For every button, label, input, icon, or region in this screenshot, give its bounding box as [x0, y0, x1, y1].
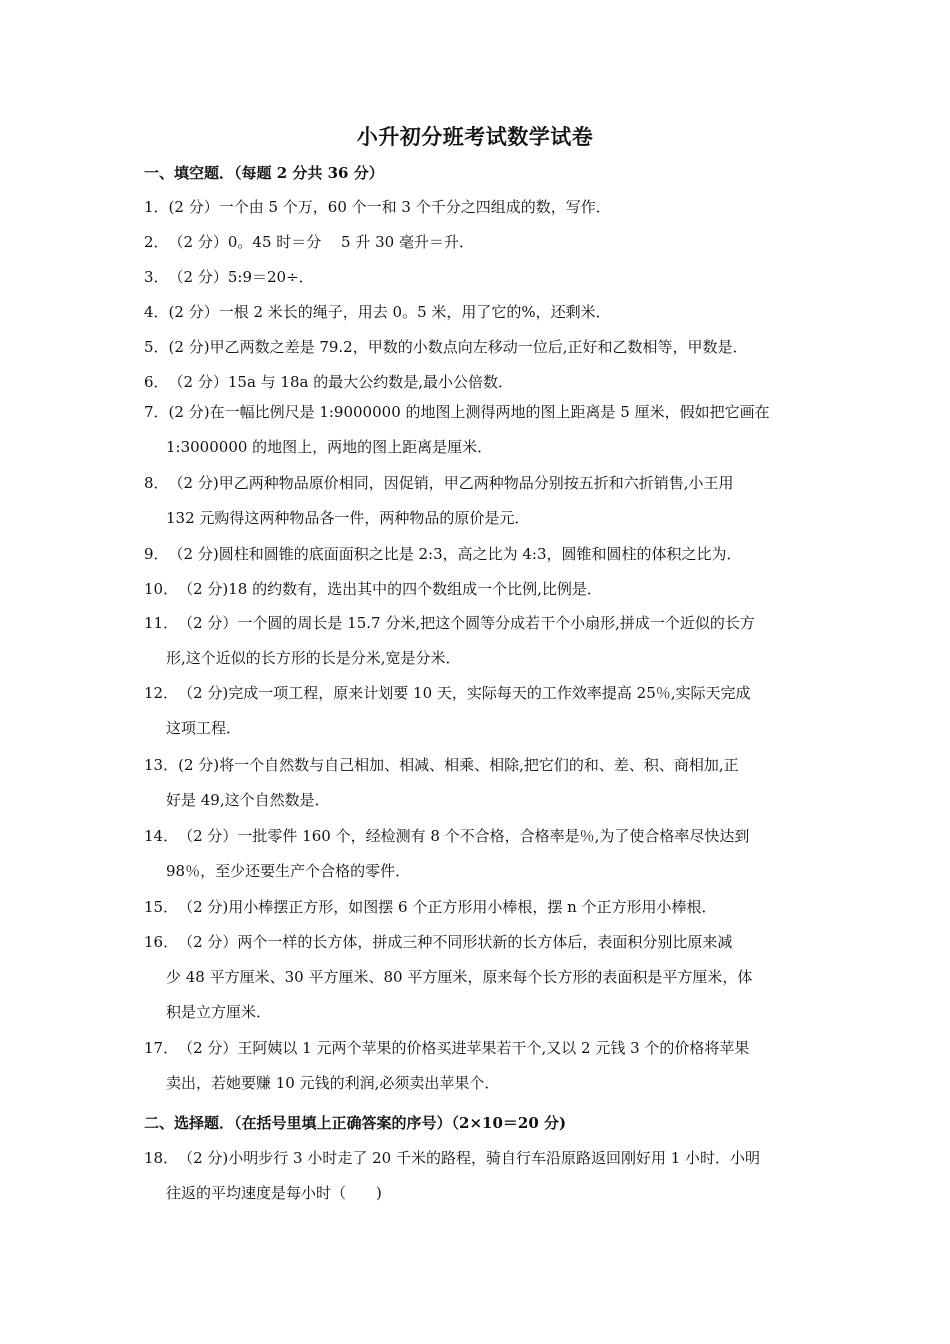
question-number: 7． [144, 403, 169, 421]
question-text: （2 分)圆柱和圆锥的底面面积之比是 2:3，高之比为 4:3，圆锥和圆柱的体积之比为． [168, 545, 742, 563]
question-number: 12． [144, 684, 179, 702]
question-text: (2 分）一个由 5 个万，60 个一和 3 个千分之四组成的数，写作． [168, 198, 611, 216]
question-text-continued: 98％，至少还要生产个合格的零件． [166, 862, 411, 880]
question-text: (2 分)甲乙两数之差是 79.2，甲数的小数点向左移动一位后,正好和乙数相等，甲数是． [168, 338, 748, 356]
question-text: （2 分）5:9＝20÷． [168, 268, 314, 286]
question-text: （2 分）一个圆的周长是 15.7 分米,把这个圆等分成若干个小扇形,拼成一个近似的长方 [178, 614, 755, 632]
question-text-continued: 132 元购得这两种物品各一件，两种物品的原价是元． [166, 509, 530, 527]
question-10 [144, 572, 810, 607]
question-8 [144, 466, 810, 536]
question-text: (2 分)将一个自然数与自己相加、相减、相乘、相除,把它们的和、差、积、商相加,正 [178, 756, 739, 774]
question-text: （2 分)小明步行 3 小时走了 20 千米的路程，骑自行车沿原路返回刚好用 1 小时．小明 [178, 1149, 761, 1167]
question-number: 5． [144, 338, 169, 356]
question-number: 13． [144, 756, 179, 774]
question-text: （2 分）15a 与 18a 的最大公约数是,最小公倍数． [168, 373, 513, 391]
question-text: (2 分)在一幅比例尺是 1:9000000 的地图上测得两地的图上距离是 5 厘米，假如把它画在 [168, 403, 770, 421]
question-number: 17． [144, 1039, 179, 1057]
question-number: 3． [144, 268, 169, 286]
question-text: （2 分)用小棒摆正方形，如图摆 6 个正方形用小棒根，摆 n 个正方形用小棒根． [178, 898, 717, 916]
question-13 [144, 748, 810, 818]
question-number: 6． [144, 373, 169, 391]
question-number: 15． [144, 898, 179, 916]
question-14 [144, 819, 810, 889]
question-number: 18． [144, 1149, 179, 1167]
question-11 [144, 606, 810, 676]
question-7 [144, 395, 810, 465]
question-number: 8． [144, 474, 169, 492]
question-text: （2 分)甲乙两种物品原价相同，因促销，甲乙两种物品分别按五折和六折销售,小王用 [168, 474, 734, 492]
question-number: 1． [144, 198, 169, 216]
question-text-continued: 少 48 平方厘米、30 平方厘米、80 平方厘米，原来每个长方形的表面积是平方厘米，体 [166, 968, 753, 986]
section-heading-fill-blank: 一、填空题．（每题 2 分共 36 分） [144, 164, 384, 182]
question-text: （2 分）一批零件 160 个，经检测有 8 个不合格，合格率是％,为了使合格率尽快达到 [178, 827, 750, 845]
question-text: （2 分)完成一项工程，原来计划要 10 天，实际每天的工作效率提高 25％,实际天完成 [178, 684, 751, 702]
question-5 [144, 330, 810, 365]
question-9 [144, 537, 810, 572]
question-text-continued: 往返的平均速度是每小时（ ) [166, 1184, 382, 1202]
question-text: （2 分）王阿姨以 1 元两个苹果的价格买进苹果若干个,又以 2 元钱 3 个的价格将苹果 [178, 1039, 750, 1057]
question-text: (2 分）一根 2 米长的绳子，用去 0。5 米，用了它的%，还剩米． [168, 303, 611, 321]
question-number: 4． [144, 303, 169, 321]
section-heading-multiple-choice: 二、选择题．（在括号里填上正确答案的序号）（2×10＝20 分) [144, 1114, 567, 1132]
question-1 [144, 190, 810, 225]
question-3 [144, 260, 810, 295]
question-16 [144, 925, 810, 1030]
question-text: （2 分)18 的约数有，选出其中的四个数组成一个比例,比例是． [178, 580, 602, 598]
question-text: （2 分）两个一样的长方体，拼成三种不同形状新的长方体后，表面积分别比原来减 [178, 933, 733, 951]
question-4 [144, 295, 810, 330]
question-text-continued: 积是立方厘米． [166, 1003, 272, 1021]
question-number: 11． [144, 614, 179, 632]
question-text-continued: 1:3000000 的地图上，两地的图上距离是厘米． [166, 438, 493, 456]
question-text-continued: 形,这个近似的长方形的长是分米,宽是分米． [166, 649, 461, 667]
question-17 [144, 1031, 810, 1101]
question-number: 16． [144, 933, 179, 951]
question-number: 10． [144, 580, 179, 598]
question-text: （2 分）0。45 时＝分 5 升 30 毫升＝升． [168, 233, 474, 251]
question-number: 2． [144, 233, 169, 251]
question-text-continued: 卖出，若她要赚 10 元钱的利润,必须卖出苹果个． [166, 1074, 500, 1092]
question-12 [144, 676, 810, 746]
question-18 [144, 1141, 810, 1211]
exam-title: 小升初分班考试数学试卷 [356, 124, 594, 149]
question-number: 9． [144, 545, 169, 563]
question-text-continued: 好是 49,这个自然数是． [166, 791, 330, 809]
question-15 [144, 890, 810, 925]
question-number: 14． [144, 827, 179, 845]
question-2 [144, 225, 810, 260]
question-text-continued: 这项工程． [166, 719, 242, 737]
